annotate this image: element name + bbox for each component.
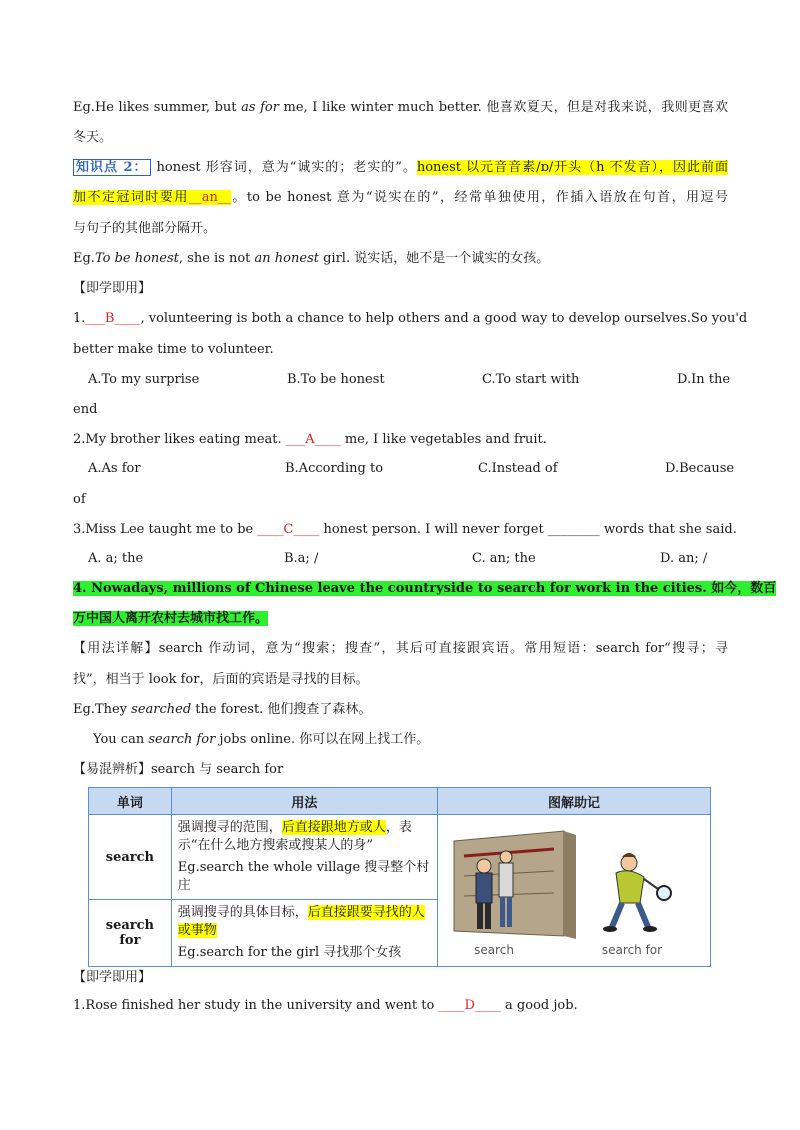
illustration-label-search-for: search for bbox=[601, 942, 663, 957]
option-d-cont: of bbox=[73, 492, 86, 507]
option-b: B.To be honest bbox=[287, 372, 385, 387]
usage-search-for: 强调搜寻的具体目标，后直接跟要寻找的人或事物 Eg.search for the girl 寻找那个女孩 bbox=[171, 900, 437, 967]
key-sentence: 4. Nowadays, millions of Chinese leave the countryside to search for work in the cities. 如今，数百 bbox=[73, 581, 777, 596]
option-b: B.According to bbox=[285, 461, 384, 476]
question-5: 1.Rose finished her study in the university and went to ____D____ a good job. bbox=[73, 998, 578, 1013]
option-d: D. an; / bbox=[660, 551, 708, 566]
table-header-row bbox=[89, 788, 711, 815]
answer-blank: ___B____ bbox=[85, 311, 141, 326]
question-2: 2.My brother likes eating meat. ___A____ me, I like vegetables and fruit. bbox=[73, 432, 547, 447]
example-sentence: Eg.They searched the forest. 他们搜查了森林。 bbox=[73, 702, 372, 717]
section-heading: 【即学即用】 bbox=[73, 970, 152, 985]
search-illustration bbox=[444, 821, 704, 961]
option-c: C.To start with bbox=[482, 372, 580, 387]
question-1-cont: better make time to volunteer. bbox=[73, 342, 274, 357]
section-heading: 【易混辨析】search 与 search for bbox=[73, 762, 284, 777]
header-word: 单词 bbox=[89, 788, 172, 815]
option-c: C. an; the bbox=[472, 551, 536, 566]
key-sentence-cont: 万中国人离开农村去城市找工作。 bbox=[73, 611, 269, 626]
answer-blank: ___A____ bbox=[285, 432, 341, 447]
option-a: A. a; the bbox=[88, 551, 144, 566]
comparison-table bbox=[88, 787, 711, 967]
knowledge-point: 知识点 2： honest 形容词，意为“诚实的；老实的”。honest 以元音音素/ɒ/开头（h 不发音），因此前面 bbox=[73, 158, 728, 178]
knowledge-point-cont: 加不定冠词时要用__an__。to be honest 意为“说实在的”，经常单独使用，作插入语放在句首，用逗号 bbox=[73, 190, 728, 205]
example-sentence: You can search for jobs online. 你可以在网上找工作。 bbox=[93, 732, 430, 747]
section-heading: 【即学即用】 bbox=[73, 281, 152, 296]
usage-search: 强调搜寻的范围，后直接跟地方或人，表示“在什么地方搜索或搜某人的身” Eg.search the whole village 搜寻整个村庄 bbox=[171, 815, 437, 900]
illustration-cell bbox=[438, 815, 711, 967]
table-row bbox=[89, 815, 711, 900]
usage-detail: 【用法详解】search 作动词，意为“搜索；搜查”，其后可直接跟宾语。常用短语：search for“搜寻；寻 bbox=[73, 641, 728, 656]
option-b: B.a; / bbox=[284, 551, 319, 566]
question-1: 1.___B____, volunteering is both a chance to help others and a good way to develop ourselves.So you'd bbox=[73, 311, 748, 326]
example-sentence: Eg.He likes summer, but as for me, I like winter much better. 他喜欢夏天，但是对我来说，我则更喜欢 bbox=[73, 100, 728, 115]
option-a: A.To my surprise bbox=[88, 372, 200, 387]
question-3: 3.Miss Lee taught me to be ____C____ honest person. I will never forget ________ words that she said. bbox=[73, 522, 737, 537]
answer-blank: ____C____ bbox=[257, 522, 320, 537]
option-d: D.In the bbox=[677, 372, 731, 387]
knowledge-tag: 知识点 2： bbox=[73, 159, 151, 176]
knowledge-point-cont: 与句子的其他部分隔开。 bbox=[73, 221, 217, 236]
example-translation: 冬天。 bbox=[73, 130, 113, 145]
option-c: C.Instead of bbox=[478, 461, 558, 476]
option-d: D.Because bbox=[665, 461, 735, 476]
answer-blank: __an__ bbox=[188, 190, 231, 205]
example-sentence: Eg.To be honest, she is not an honest girl. 说实话，她不是一个诚实的女孩。 bbox=[73, 251, 550, 266]
usage-detail-cont: 找”，相当于 look for，后面的宾语是寻找的目标。 bbox=[73, 672, 369, 687]
word-search: search bbox=[89, 815, 172, 900]
header-usage: 用法 bbox=[171, 788, 437, 815]
word-search-for: search for bbox=[89, 900, 172, 967]
option-d-cont: end bbox=[73, 402, 98, 417]
illustration-label-search: search bbox=[474, 942, 514, 957]
answer-blank: ____D____ bbox=[438, 998, 501, 1013]
header-illustration: 图解助记 bbox=[438, 788, 711, 815]
option-a: A.As for bbox=[88, 461, 141, 476]
